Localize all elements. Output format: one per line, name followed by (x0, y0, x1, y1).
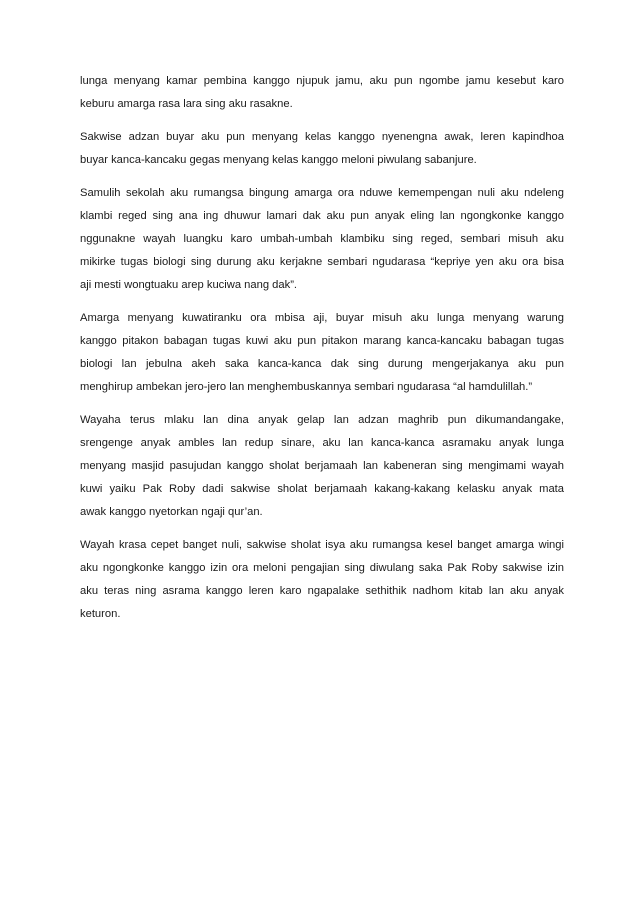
text-line: mikirke tugas biologi sing durung aku kerjakne sembari ngudarasa “kepriye yen aku ora bisa (80, 256, 564, 268)
text-line: aji mesti wongtuaku arep kuciwa nang dak”. (80, 279, 298, 291)
document-page (80, 70, 564, 636)
text-line: kuwi yaiku Pak Roby dadi sakwise sholat berjamaah kakang-kakang kelasku anyak mata (80, 483, 564, 495)
text-line: srengenge anyak ambles lan redup sinare, aku lan kanca-kanca asramaku anyak lunga (80, 437, 564, 449)
text-line: menyang masjid pasujudan kanggo sholat berjamaah lan kabeneran sing mengimami wayah (80, 460, 564, 472)
text-line: menghirup ambekan jero-jero lan menghembuskannya sembari ngudarasa “al hamdulillah.” (80, 381, 533, 393)
text-line: kanggo pitakon babagan tugas kuwi aku pun pitakon marang kanca-kancaku babagan tugas (80, 335, 564, 347)
text-line: nggunakne wayah luangku karo umbah-umbah klambiku sing reged, sembari misuh aku (80, 233, 564, 245)
text-line: awak kanggo nyetorkan ngaji qur’an. (80, 506, 263, 518)
text-line: keturon. (80, 608, 121, 620)
text-line: Sakwise adzan buyar aku pun menyang kelas kanggo nyenengna awak, leren kapindhoa (80, 131, 564, 143)
paragraph-2 (80, 126, 564, 172)
paragraph-3 (80, 182, 564, 297)
text-line: Samulih sekolah aku rumangsa bingung amarga ora nduwe kemempengan nuli aku ndeleng (80, 187, 564, 199)
text-line: buyar kanca-kancaku gegas menyang kelas kanggo meloni piwulang sabanjure. (80, 154, 477, 166)
text-line: keburu amarga rasa lara sing aku rasakne. (80, 98, 293, 110)
text-line: Amarga menyang kuwatiranku ora mbisa aji, buyar misuh aku lunga menyang warung (80, 312, 564, 324)
paragraph-4 (80, 307, 564, 399)
text-line: Wayah krasa cepet banget nuli, sakwise sholat isya aku rumangsa kesel banget amarga wingi (80, 539, 564, 551)
paragraph-5 (80, 409, 564, 524)
paragraph-1 (80, 70, 564, 116)
text-line: Wayaha terus mlaku lan dina anyak gelap lan adzan maghrib pun dikumandangake, (80, 414, 564, 426)
text-line: klambi reged sing ana ing dhuwur lamari dak aku pun anyak eling lan ngongkonke kanggo (80, 210, 564, 222)
text-line: lunga menyang kamar pembina kanggo njupuk jamu, aku pun ngombe jamu kesebut karo (80, 75, 564, 87)
text-line: aku teras ning asrama kanggo leren karo ngapalake sethithik nadhom kitab lan aku anyak (80, 585, 564, 597)
text-line: biologi lan jebulna akeh saka kanca-kanca dak sing durung mengerjakanya aku pun (80, 358, 564, 370)
text-line: aku ngongkonke kanggo izin ora meloni pengajian sing diwulang saka Pak Roby sakwise izin (80, 562, 564, 574)
paragraph-6 (80, 534, 564, 626)
